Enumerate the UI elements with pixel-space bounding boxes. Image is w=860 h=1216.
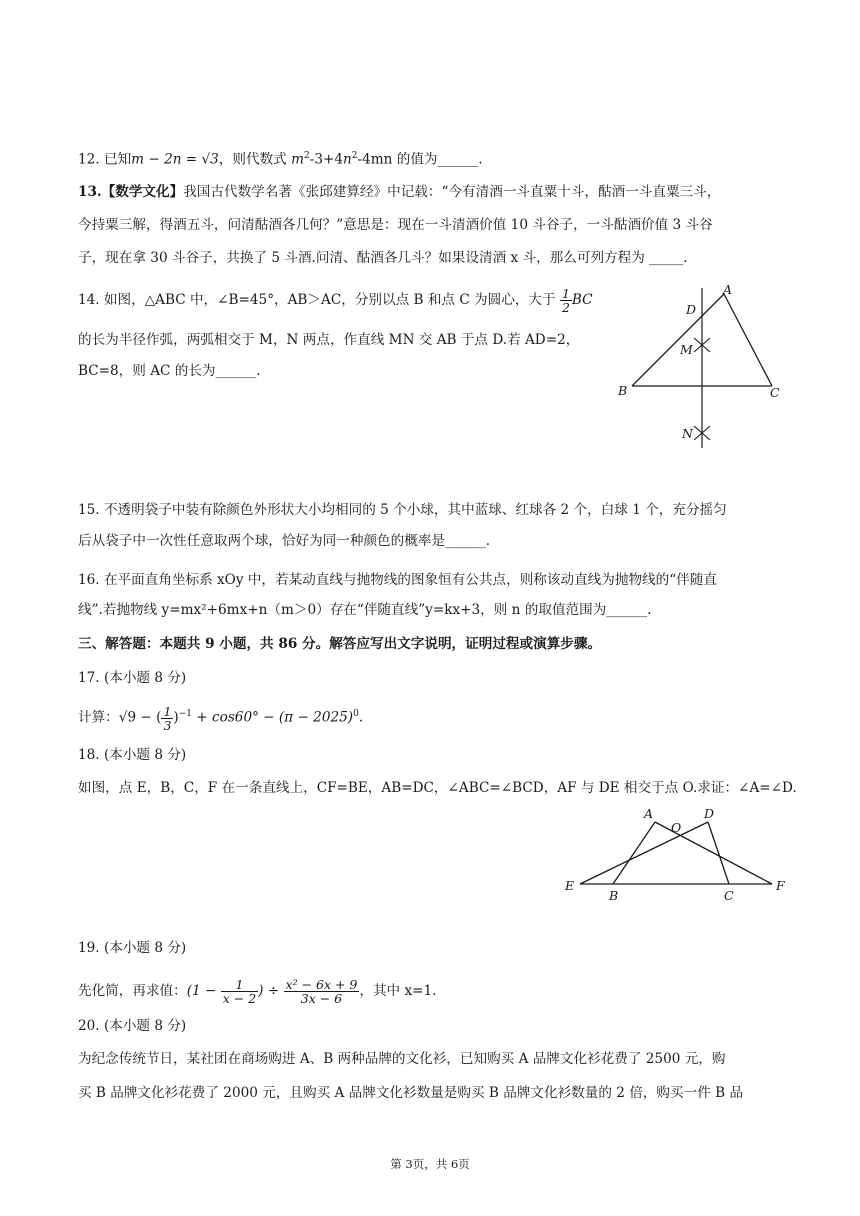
page-footer: 第 3页，共 6页 xyxy=(390,1157,470,1171)
question-13-line-3: 子，现在拿 30 斗谷子，共换了 5 斗酒.问清、酤酒各几斗？如果设清酒 x 斗，那么可列方程为 _____. xyxy=(78,250,688,266)
q14-fraction: $\frac{1}{2}$ xyxy=(561,286,570,315)
q17-sup-1: −1 xyxy=(178,709,192,719)
fig18-label-e: E xyxy=(565,878,575,893)
fig14-side-ac xyxy=(724,294,772,386)
question-17-body xyxy=(78,704,363,732)
fig18-label-a: A xyxy=(644,806,654,821)
section-3-heading: 三、解答题：本题共 9 小题，共 86 分。解答应写出文字说明，证明过程或演算步骤。 xyxy=(78,636,602,652)
fig18-seg-ed xyxy=(580,822,708,884)
question-14-line-3: BC=8，则 AC 的长为______. xyxy=(78,363,261,379)
question-19-heading: 19. (本小题 8 分) xyxy=(78,940,187,956)
q19-paren-open: (1 − xyxy=(186,983,221,999)
q14-triangle-figure xyxy=(610,280,790,455)
question-15-line-1: 15. 不透明袋子中装有除颜色外形状大小均相同的 5 个小球，其中蓝球、红球各 2 个，白球 1 个，充分摇匀 xyxy=(78,502,727,518)
q17-expr-b: ) xyxy=(173,709,179,726)
q19-fraction-2: $\frac{\text{x² − 6x + 9}}{3x - 6}$ xyxy=(285,977,358,1006)
question-16-line-2: 线”.若抛物线 y=mx²+6mx+n（m＞0）存在“伴随直线”y=kx+3，则 n 的取值范围为______. xyxy=(78,602,652,618)
fig18-label-f: F xyxy=(776,878,785,893)
q17-label: 计算： xyxy=(78,709,119,726)
fig18-seg-dc xyxy=(708,822,729,884)
q12-text: ，则代数式 xyxy=(218,151,292,168)
q17-sup-2: 0 xyxy=(353,709,359,719)
question-20-heading: 20. (本小题 8 分) xyxy=(78,1018,187,1034)
q17-expr-a: √9 − ( xyxy=(118,709,162,726)
fig18-seg-ab xyxy=(613,822,655,884)
question-14-line-2: 的长为半径作弧，两弧相交于 M，N 两点，作直线 MN 交 AB 于点 D.若 AD=2， xyxy=(78,332,580,348)
question-20-line-2: 买 B 品牌文化衫花费了 2000 元，且购买 A 品牌文化衫数量是购买 B 品牌文化衫数量的 2 倍，购买一件 B 品 xyxy=(78,1085,744,1101)
q19-fraction-1: $\frac{1}{x - 2}$ xyxy=(222,977,257,1006)
q17-expr-c: + cos60° − (π − 2025) xyxy=(191,709,354,726)
question-20-line-1: 为纪念传统节日，某社团在商场购进 A、B 两种品牌的文化衫，已知购买 A 品牌文化衫花费了 2500 元，购 xyxy=(78,1051,726,1067)
q19-divide: ) ÷ xyxy=(258,983,284,999)
fig14-side-ab xyxy=(632,294,724,386)
fig18-label-c: C xyxy=(724,888,734,903)
q19-label: 先化简，再求值： xyxy=(78,983,187,999)
fig14-label-m: M xyxy=(680,342,693,357)
q17-end: . xyxy=(358,709,364,726)
question-12 xyxy=(78,146,483,170)
fig14-label-a: A xyxy=(723,282,733,297)
q12-prefix: 12. 已知 xyxy=(78,151,132,168)
fig14-label-b: B xyxy=(618,383,628,398)
q12-var-n: n xyxy=(343,151,352,168)
q19-tail: ，其中 x=1. xyxy=(359,983,437,999)
question-18-heading: 18. (本小题 8 分) xyxy=(78,747,187,763)
q12-mid: -3+4 xyxy=(309,151,344,168)
q14-bc: BC xyxy=(571,292,593,308)
question-15-line-2: 后从袋子中一次性任意取两个球，恰好为同一种颜色的概率是______. xyxy=(78,533,491,549)
q13-tag: 13.【数学文化】 xyxy=(78,184,184,200)
q12-tail: -4mn 的值为______. xyxy=(357,151,483,168)
question-13-line-1 xyxy=(78,182,720,202)
fig14-label-d: D xyxy=(686,302,697,317)
q18-figure xyxy=(558,800,798,910)
q12-sup-1: 2 xyxy=(304,151,310,161)
fig18-label-o: O xyxy=(671,820,682,835)
q13-text-1: 我国古代数学名著《张邱建算经》中记载：“今有清酒一斗直粟十斗，酤酒一斗直粟三斗， xyxy=(183,184,721,200)
fig14-label-c: C xyxy=(770,385,780,400)
q12-var-m: m xyxy=(291,151,304,168)
question-16-line-1: 16. 在平面直角坐标系 xOy 中，若某动直线与抛物线的图象恒有公共点，则称该动直线为抛物线的“伴随直 xyxy=(78,572,717,588)
q14-text-1: 14. 如图，△ABC 中，∠B=45°，AB＞AC，分别以点 B 和点 C 为圆心，大于 xyxy=(78,292,556,308)
question-18-body: 如图，点 E，B，C，F 在一条直线上，CF=BE，AB=DC，∠ABC=∠BCD，AF 与 DE 相交于点 O.求证：∠A=∠D. xyxy=(78,780,797,796)
question-13-line-2: 今持粟三解，得酒五斗，问清酤酒各几何？”意思是：现在一斗清酒价值 10 斗谷子，一斗酤酒价值 3 斗谷 xyxy=(78,217,713,233)
fig14-label-n: N xyxy=(682,426,693,441)
q12-equation: m − 2n = √3 xyxy=(131,151,219,168)
question-19-body xyxy=(78,978,437,1005)
fig18-label-d: D xyxy=(704,806,715,821)
question-14-line-1 xyxy=(78,287,593,314)
question-17-heading: 17. (本小题 8 分) xyxy=(78,670,187,686)
q17-fraction: $\frac{1}{3}$ xyxy=(163,703,172,733)
q12-sup-2: 2 xyxy=(351,151,358,161)
fig18-label-b: B xyxy=(609,888,619,903)
